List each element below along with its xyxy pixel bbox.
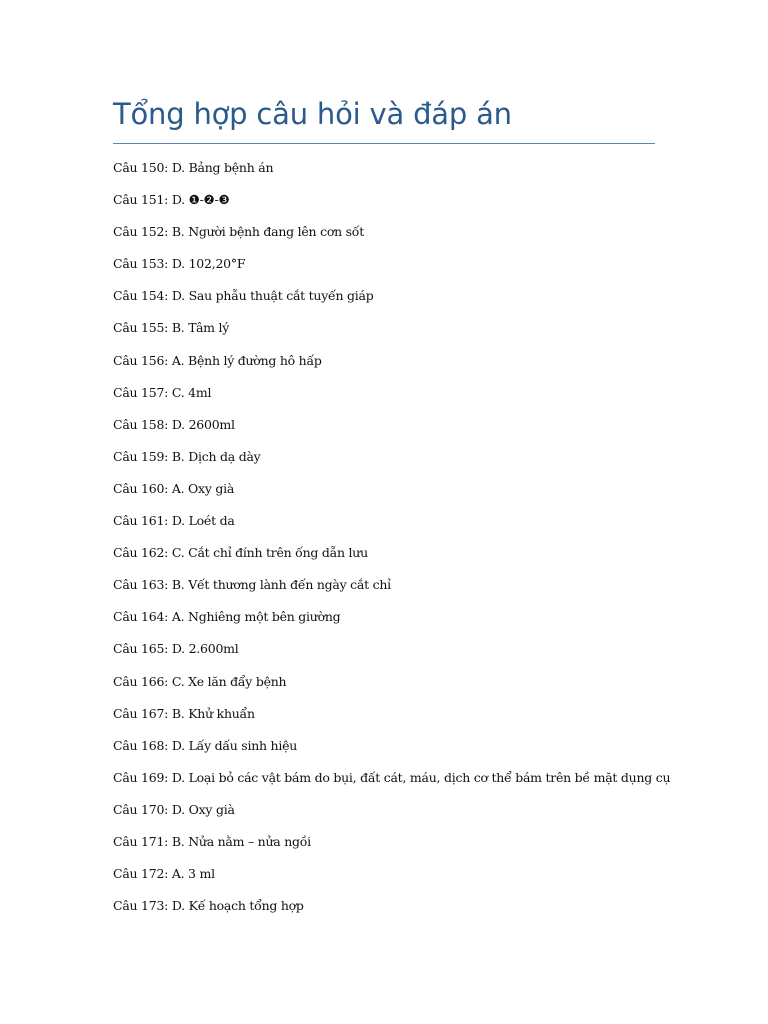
answer-item: Câu 157: C. 4ml [113,384,212,400]
document-title: Tổng hợp câu hỏi và đáp án [113,97,512,131]
answer-item: Câu 172: A. 3 ml [113,866,215,882]
answer-item: Câu 171: B. Nửa nằm – nửa ngồi [113,833,311,849]
answer-item: Câu 151: D. ❶-❷-❸ [113,192,230,208]
title-divider [113,143,655,144]
document-page [113,92,671,930]
answer-item: Câu 166: C. Xe lăn đẩy bệnh [113,673,287,689]
answer-item: Câu 163: B. Vết thương lành đến ngày cắt chỉ [113,577,391,593]
answer-item: Câu 152: B. Người bệnh đang lên cơn sốt [113,224,364,240]
answer-item: Câu 158: D. 2600ml [113,416,235,432]
answer-item: Câu 169: D. Loại bỏ các vật bám do bụi, đất cát, máu, dịch cơ thể bám trên bề mặt dụng cụ [113,769,671,785]
answer-item: Câu 160: A. Oxy già [113,480,235,496]
answer-item: Câu 161: D. Loét da [113,513,235,529]
answer-item: Câu 159: B. Dịch dạ dày [113,448,261,464]
answer-item: Câu 164: A. Nghiêng một bên giường [113,609,341,625]
answer-item: Câu 155: B. Tâm lý [113,320,230,336]
answer-list [113,160,671,930]
answer-item: Câu 168: D. Lấy dấu sinh hiệu [113,737,298,753]
answer-item: Câu 162: C. Cắt chỉ đính trên ống dẫn lưu [113,545,368,561]
answer-item: Câu 170: D. Oxy già [113,801,235,817]
answer-item: Câu 156: A. Bệnh lý đường hô hấp [113,352,322,368]
answer-item: Câu 173: D. Kế hoạch tổng hợp [113,898,304,914]
answer-item: Câu 154: D. Sau phẫu thuật cắt tuyến giáp [113,288,374,304]
answer-item: Câu 167: B. Khử khuẩn [113,705,255,721]
answer-item: Câu 150: D. Bảng bệnh án [113,160,274,175]
answer-item: Câu 153: D. 102,20°F [113,256,246,272]
answer-item: Câu 165: D. 2.600ml [113,641,239,657]
